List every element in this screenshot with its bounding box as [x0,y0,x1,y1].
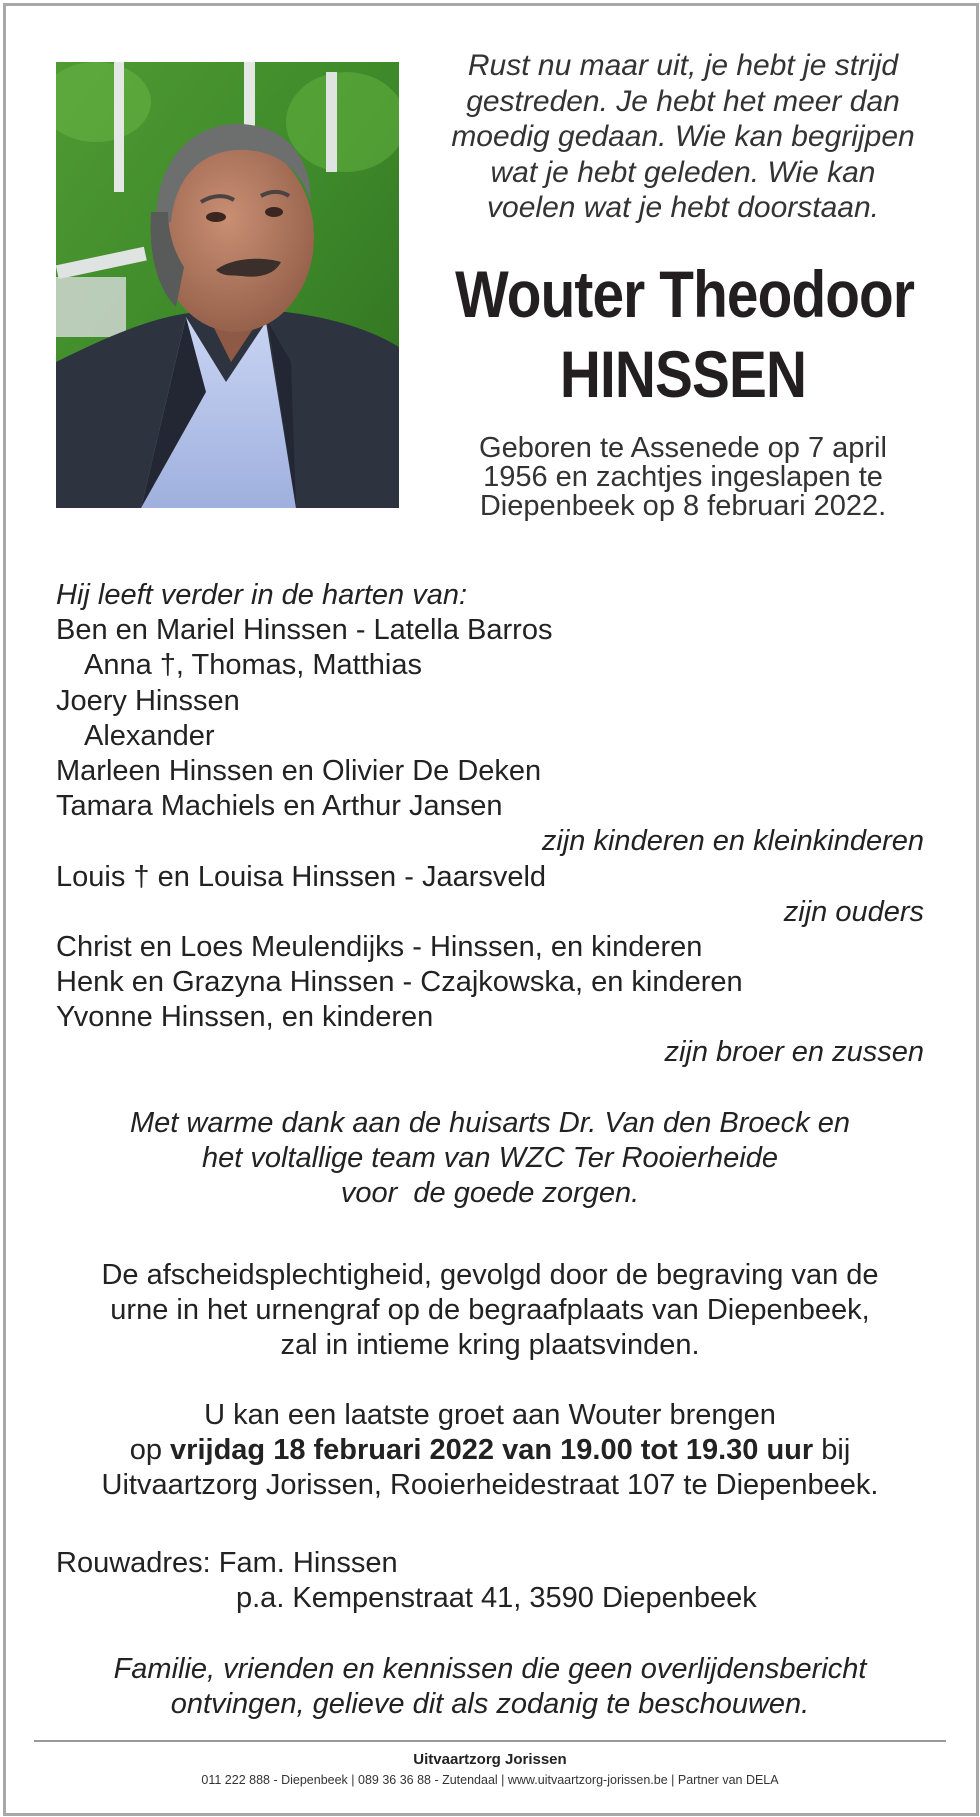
portrait-photo [56,62,399,508]
farewell-line: U kan een laatste groet aan Wouter brengen [204,1399,776,1431]
closing-line: ontvingen, gelieve dit als zodanig te beschouwen. [170,1688,810,1720]
ceremony-line: De afscheidsplechtigheid, gevolgd door de begraving van de [101,1259,879,1291]
relation-label: zijn ouders [783,895,924,928]
funeral-home-name: Uitvaartzorg Jorissen [413,1751,567,1768]
family-line: Henk en Grazyna Hinssen - Czajkowska, en kinderen [56,966,743,999]
footer-divider [34,1740,946,1742]
family-line: Christ en Loes Meulendijks - Hinssen, en kinderen [56,930,703,963]
born-line: Geboren te Assenede op 7 april [479,432,887,464]
farewell-post: bij [813,1434,851,1466]
thanks-line: het voltallige team van WZC Ter Rooierheide [202,1142,778,1174]
family-list [56,578,924,1071]
ceremony-line: urne in het urnengraf op de begraafplaats van Diepenbeek, [110,1294,870,1326]
family-line: Marleen Hinssen en Olivier De Deken [56,754,542,787]
born-line: 1956 en zachtjes ingeslapen te [483,461,883,493]
family-line: Alexander [84,719,215,752]
relation-label: zijn broer en zussen [664,1036,924,1069]
relation-label: zijn kinderen en kleinkinderen [541,825,924,858]
address-line: p.a. Kempenstraat 41, 3590 Diepenbeek [236,1582,757,1614]
family-line: Yvonne Hinssen, en kinderen [56,1001,434,1034]
funeral-home-contact: 011 222 888 - Diepenbeek | 089 36 36 88 - Zutendaal | www.uitvaartzorg-jorissen.be | Partner van DELA [201,1773,779,1787]
address-line: Rouwadres: Fam. Hinssen [56,1547,398,1579]
mourning-address [56,1546,924,1616]
family-line: Joery Hinssen [56,684,240,717]
poem-line: wat je hebt geleden. Wie kan [490,155,876,189]
farewell-pre: op [129,1434,171,1466]
closing-paragraph [56,1652,924,1722]
family-line: Anna †, Thomas, Matthias [84,649,422,682]
family-line: Tamara Machiels en Arthur Jansen [56,790,503,823]
poem-line: voelen wat je hebt doorstaan. [487,191,879,224]
poem [418,48,948,226]
family-intro: Hij leeft verder in de harten van: [56,579,468,611]
surname: HINSSEN [559,337,807,411]
farewell-date-line [56,1433,924,1468]
first-names: Wouter Theodoor [455,257,915,331]
thanks-paragraph [56,1106,924,1211]
ceremony-line: zal in intieme kring plaatsvinden. [280,1329,700,1361]
deceased-name [455,254,915,414]
thanks-line: Met warme dank aan de huisarts Dr. Van den Broeck en [129,1107,850,1139]
poem-line: moedig gedaan. Wie kan begrijpen [451,120,915,153]
poem-line: Rust nu maar uit, je hebt je strijd [467,49,899,82]
portrait-illustration [56,62,399,508]
farewell-line: Uitvaartzorg Jorissen, Rooierheidestraat 107 te Diepenbeek. [101,1469,879,1501]
family-line: Ben en Mariel Hinssen - Latella Barros [56,614,553,647]
ceremony-paragraph [56,1258,924,1363]
farewell-date: vrijdag 18 februari 2022 van 19.00 tot 19.30 uur [170,1434,814,1466]
birth-death-info [418,434,948,521]
thanks-line: voor de goede zorgen. [340,1177,640,1209]
born-line: Diepenbeek op 8 februari 2022. [479,490,887,522]
family-line: Louis † en Louisa Hinssen - Jaarsveld [56,860,547,893]
farewell-paragraph [56,1398,924,1503]
closing-line: Familie, vrienden en kennissen die geen overlijdensbericht [113,1653,867,1685]
poem-line: gestreden. Je hebt het meer dan [466,84,900,118]
